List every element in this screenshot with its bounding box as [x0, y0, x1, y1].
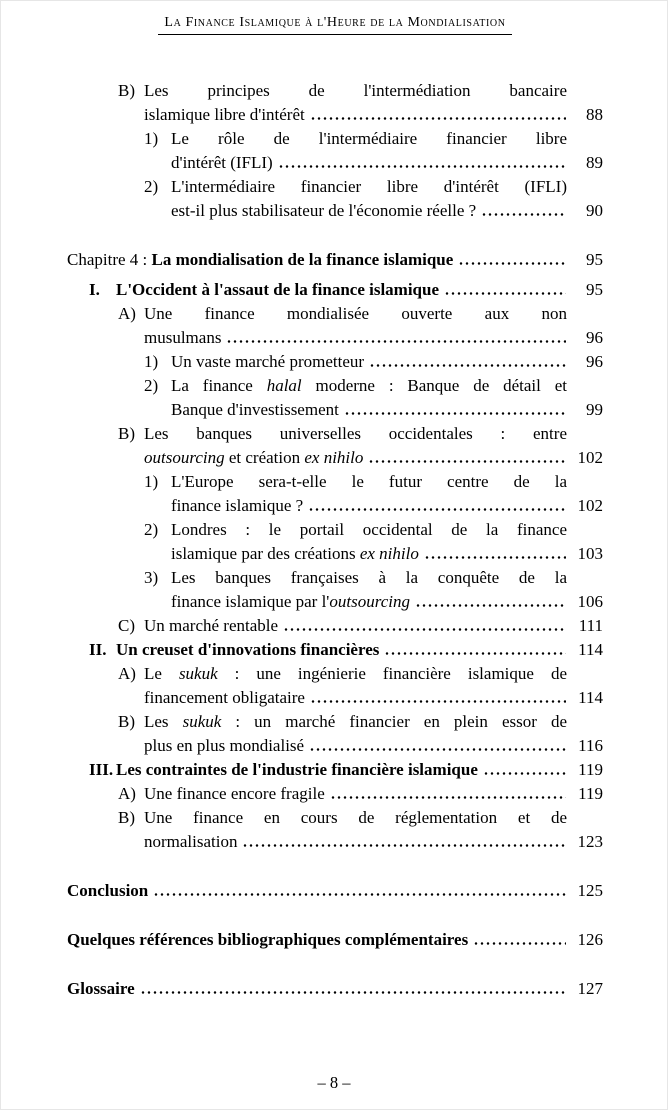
toc-line: L'intermédiaire financier libre d'intérêt (IFLI) [171, 177, 567, 196]
toc-page-number: 119 [578, 784, 603, 803]
toc-line [144, 782, 603, 806]
toc-line: Londres : le portail occidental de la finance [171, 520, 567, 539]
toc-line-text: Quelques références bibliographiques complémentaires [67, 930, 469, 949]
toc-line [144, 734, 603, 758]
toc-line [67, 928, 603, 952]
toc-entry-lines [144, 614, 603, 638]
toc-line [171, 542, 603, 566]
toc-page-number: 114 [578, 640, 603, 659]
dot-leader-icon [344, 398, 566, 415]
dot-leader-icon [444, 278, 566, 295]
dot-leader-icon [424, 542, 566, 559]
toc-line: Les banques françaises à la conquête de la [171, 568, 567, 587]
toc-line [144, 614, 603, 638]
toc-page-number: 102 [577, 448, 603, 467]
toc-line-text: finance islamique ? [171, 496, 304, 515]
dot-leader-icon [140, 977, 566, 994]
dot-leader-icon [483, 758, 566, 775]
toc-page-number: 116 [578, 736, 603, 755]
dot-leader-icon [242, 830, 566, 847]
toc-entry-label: A) [118, 664, 136, 683]
toc-line-text: finance islamique par l'outsourcing [171, 592, 410, 611]
dot-leader-icon [309, 734, 566, 751]
toc-entry [118, 662, 603, 710]
toc-line [67, 977, 603, 1001]
toc-line [116, 278, 603, 302]
toc-entry [67, 248, 603, 272]
toc-entry-lines [171, 470, 603, 518]
dot-leader-icon [310, 103, 566, 120]
toc-entry-lines [116, 278, 603, 302]
toc-page-number: 102 [577, 496, 603, 515]
toc-entry [67, 977, 603, 1001]
toc-entry-lines [144, 806, 603, 854]
toc-entry-label: 1) [144, 129, 159, 148]
toc-page-number: 119 [578, 760, 603, 779]
toc-entry-lines [171, 175, 603, 223]
toc-page-number: 123 [577, 832, 603, 851]
toc-line: La finance halal moderne : Banque de détail et [171, 376, 568, 395]
toc-page-number: 126 [577, 930, 603, 949]
toc-line-text: Banque d'investissement [171, 400, 339, 419]
toc-line-text: musulmans [144, 328, 222, 347]
toc-line-text: Conclusion [67, 881, 149, 900]
toc-entry [89, 638, 603, 662]
toc-entry [144, 470, 603, 518]
toc-line-text: Chapitre 4 : La mondialisation de la finance islamique [67, 250, 454, 269]
toc-entry [118, 782, 603, 806]
toc-entry-label: B) [118, 808, 135, 827]
toc-entry-lines [144, 710, 603, 758]
dot-leader-icon [481, 199, 566, 216]
toc-entry [89, 758, 603, 782]
toc-entry-lines [67, 977, 603, 1001]
toc-page-number: 90 [586, 201, 603, 220]
toc-entry [67, 879, 603, 903]
toc-entry-label: 2) [144, 376, 159, 395]
toc-line: L'Europe sera-t-elle le futur centre de la [171, 472, 567, 491]
toc-entry-lines [171, 350, 603, 374]
toc-line-text: Les contraintes de l'industrie financière islamique [116, 760, 478, 779]
dot-leader-icon [368, 446, 566, 463]
dot-leader-icon [369, 350, 566, 367]
toc-line [171, 350, 603, 374]
dot-leader-icon [226, 326, 566, 343]
toc-entry-label: 2) [144, 177, 159, 196]
toc-entry-label: A) [118, 304, 136, 323]
toc-line: Les sukuk : un marché financier en plein essor de [144, 712, 567, 731]
toc-entry [118, 806, 603, 854]
toc-line-text: Une finance encore fragile [144, 784, 325, 803]
dot-leader-icon [473, 928, 566, 945]
toc-entry-label: 1) [144, 472, 159, 491]
running-header [67, 13, 603, 35]
toc-entry-lines [67, 928, 603, 952]
toc-line [171, 494, 603, 518]
toc-line-text: est-il plus stabilisateur de l'économie réelle ? [171, 201, 477, 220]
toc-entry-label: C) [118, 616, 135, 635]
toc-line-text: d'intérêt (IFLI) [171, 153, 273, 172]
toc-page-number: 96 [586, 328, 603, 347]
toc-line: Une finance en cours de réglementation et de [144, 808, 567, 827]
toc-line-text: normalisation [144, 832, 238, 851]
toc-entry [144, 374, 603, 422]
toc-line [144, 326, 603, 350]
toc-page-number: 95 [586, 250, 603, 269]
toc-line-text: islamique libre d'intérêt [144, 105, 305, 124]
toc-line-text: islamique par des créations ex nihilo [171, 544, 419, 563]
toc-entry-label: 2) [144, 520, 159, 539]
dot-leader-icon [310, 686, 566, 703]
toc-page-number: 125 [577, 881, 603, 900]
dot-leader-icon [283, 614, 566, 631]
toc-entry-label: B) [118, 424, 135, 443]
toc-line-text: plus en plus mondialisé [144, 736, 305, 755]
toc-line [67, 879, 603, 903]
toc-entry [118, 614, 603, 638]
toc-entry-lines [171, 518, 603, 566]
toc-entry [144, 518, 603, 566]
toc-entry-label: 3) [144, 568, 159, 587]
toc-line: Les banques universelles occidentales : entre [144, 424, 567, 443]
toc-line [171, 199, 603, 223]
toc-entry [118, 302, 603, 350]
toc-line-text: L'Occident à l'assaut de la finance islamique [116, 280, 440, 299]
toc-line [116, 638, 603, 662]
toc-entry-lines [144, 782, 603, 806]
toc-page-number: 111 [578, 616, 603, 635]
toc-line: Le rôle de l'intermédiaire financier libre [171, 129, 567, 148]
toc-page-number: 89 [586, 153, 603, 172]
toc-line: Une finance mondialisée ouverte aux non [144, 304, 567, 323]
toc-line [171, 590, 603, 614]
toc-line-text: Un marché rentable [144, 616, 279, 635]
dot-leader-icon [384, 638, 566, 655]
toc-entry-label: B) [118, 81, 135, 100]
toc-line-text: financement obligataire [144, 688, 305, 707]
toc-entry-lines [171, 374, 603, 422]
toc-entry [118, 79, 603, 127]
toc-entry [118, 422, 603, 470]
toc-entry [144, 175, 603, 223]
dot-leader-icon [458, 248, 566, 265]
toc-entry [144, 127, 603, 175]
toc-entry [144, 350, 603, 374]
toc-entry-lines [144, 422, 603, 470]
toc-line-text: Glossaire [67, 979, 135, 998]
dot-leader-icon [330, 782, 566, 799]
toc-entry-lines [67, 879, 603, 903]
page-footer [1, 1073, 667, 1093]
toc-entry-lines [116, 758, 603, 782]
toc-entry [144, 566, 603, 614]
toc-page-number: 103 [577, 544, 603, 563]
toc-entry-label: B) [118, 712, 135, 731]
toc-line-text: outsourcing et création ex nihilo [144, 448, 364, 467]
toc-entry-lines [116, 638, 603, 662]
toc-entry [118, 710, 603, 758]
toc-entry-lines [144, 302, 603, 350]
toc-entry-lines [171, 566, 603, 614]
toc-line-text: Un vaste marché prometteur [171, 352, 365, 371]
toc-line [144, 830, 603, 854]
toc-entry [89, 278, 603, 302]
toc-entry-label: 1) [144, 352, 159, 371]
folio-page-number: – 8 – [317, 1073, 351, 1092]
toc-page-number: 96 [586, 352, 603, 371]
toc-entry-lines [144, 662, 603, 710]
toc-list [67, 79, 603, 1001]
toc-page-number: 114 [578, 688, 603, 707]
toc-entry-lines [144, 79, 603, 127]
toc-line [116, 758, 603, 782]
toc-page-number: 99 [586, 400, 603, 419]
toc-page-number: 106 [577, 592, 603, 611]
toc-line [171, 398, 603, 422]
toc-line [144, 103, 603, 127]
toc-page-number: 88 [586, 105, 603, 124]
dot-leader-icon [278, 151, 566, 168]
toc-entry-lines [171, 127, 603, 175]
toc-line: Le sukuk : une ingénierie financière islamique de [144, 664, 567, 683]
toc-line: Les principes de l'intermédiation bancaire [144, 81, 567, 100]
toc-line [171, 151, 603, 175]
toc-page-number: 127 [577, 979, 603, 998]
toc-line [67, 248, 603, 272]
dot-leader-icon [153, 879, 566, 896]
toc-entry-label: A) [118, 784, 136, 803]
toc-line-text: Un creuset d'innovations financières [116, 640, 380, 659]
toc-entry-label: I. [89, 280, 100, 299]
dot-leader-icon [308, 494, 566, 511]
toc-line [144, 446, 603, 470]
toc-entry-label: II. [89, 640, 107, 659]
running-header-title: La Finance Islamique à l'Heure de la Mondialisation [158, 15, 511, 35]
toc-page-number: 95 [586, 280, 603, 299]
toc-entry [67, 928, 603, 952]
toc-entry-lines [67, 248, 603, 272]
toc-entry-label: III. [89, 760, 114, 779]
toc-line [144, 686, 603, 710]
dot-leader-icon [415, 590, 566, 607]
